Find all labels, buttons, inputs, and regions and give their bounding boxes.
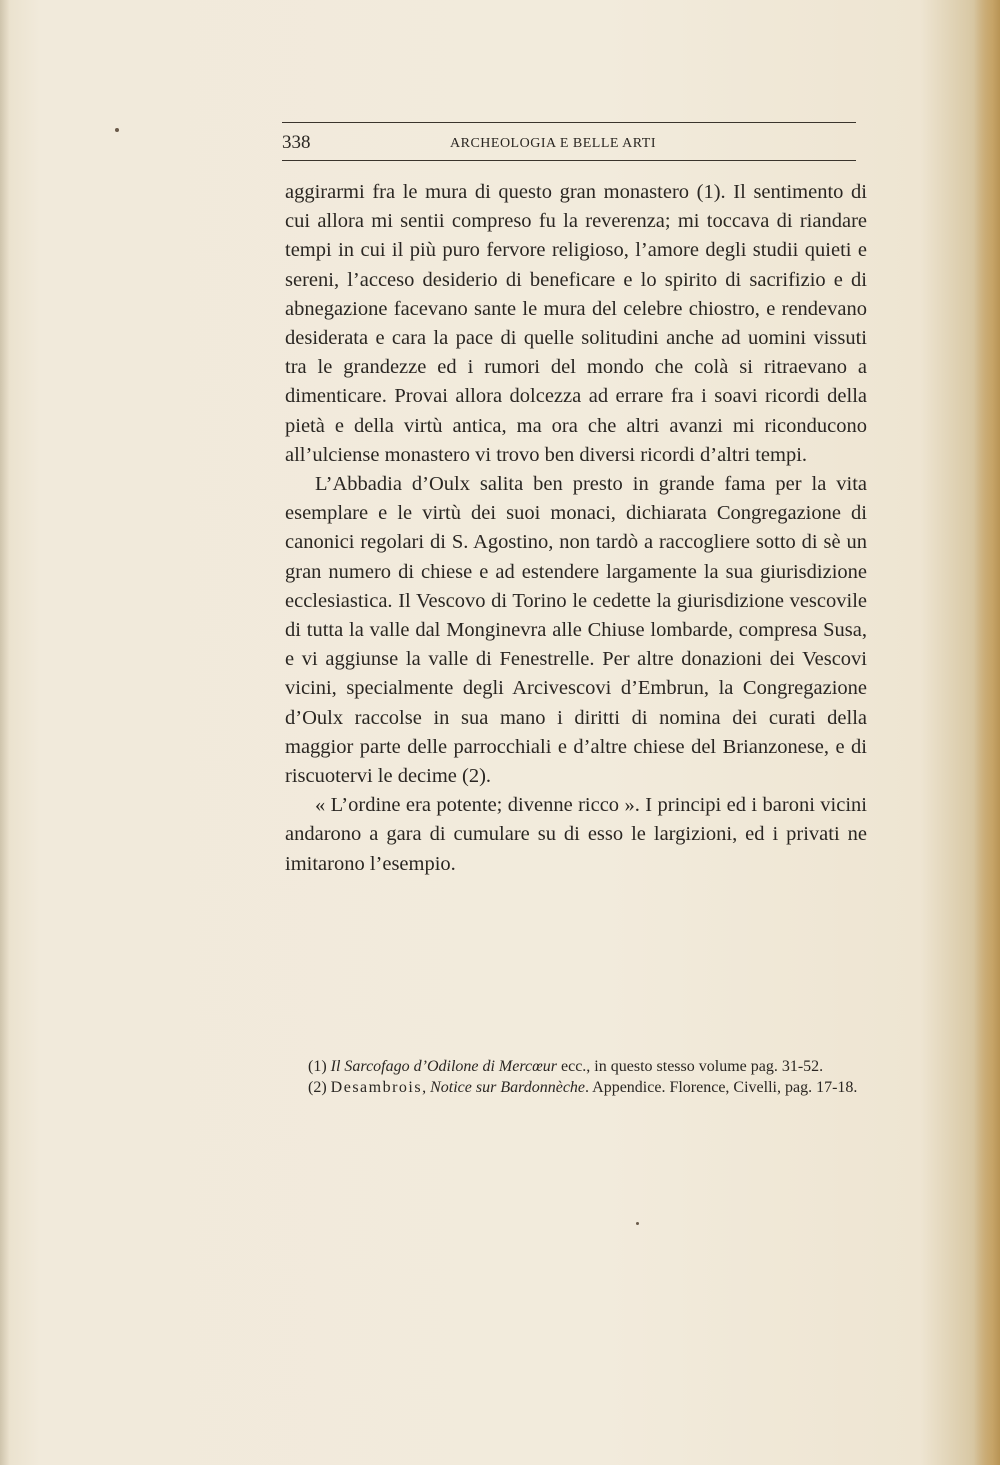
paragraph-2: L’Abbadia d’Oulx salita ben presto in grande fama per la vita esemplare e le virtù dei suoi monaci, dichiarata Congregazione di canonici regolari di S. Agostino, non tardò a raccogliere sotto di sè un gran numero di chiese e ad estendere largamente la sua giurisdizione ecclesiastica. Il Vescovo di Torino le cedette la giurisdizione vescovile di tutta la valle dal Monginevra alle Chiuse lombarde, compresa Susa, e vi aggiunse la valle di Fenestrelle. Per altre donazioni dei Vescovi vicini, specialmente degli Arcivescovi d’Embrun, la Congregazione d’Oulx raccolse in sua mano i diritti di nomina dei curati della maggior parte delle parrocchiali e d’altre chiese del Brianzonese, e di riscuotervi le decime (2). [285, 473, 867, 788]
paper-speck [636, 1222, 639, 1225]
page-number: 338 [282, 132, 311, 153]
page-right-edge-shadow [974, 0, 1000, 1465]
footnote-2-sep: , [422, 1079, 431, 1096]
footnote-1 [288, 1056, 868, 1077]
footnote-2-title: Notice sur Bardonnèche [430, 1079, 586, 1096]
paragraph-1: aggirarmi fra le mura di questo gran monastero (1). Il sentimento di cui allora mi sentii compreso fu la reverenza; mi toccava di riandare tempi in cui il più puro fervore religioso, l’amore degli studii quieti e sereni, l’acceso desiderio di beneficare e lo spirito di sacrifizio e di abnegazione facevano sante le mura del celebre chiostro, e rendevano desiderata e cara la pace di quelle solitudini anche ad uomini vissuti tra le grandezze ed i rumori del mondo che colà si ritraevano a dimenticare. Provai allora dolcezza ad errare fra i soavi ricordi della pietà e della virtù antica, ma ora che altri avanzi mi riconducono all’ulciense monastero vi trovo ben diversi ricordi d’altri tempi. [285, 181, 867, 466]
footnote-2-author: Desambrois [330, 1079, 423, 1096]
paper-speck [115, 128, 119, 132]
footnote-2-rest: . Appendice. Florence, Civelli, pag. 17-18. [585, 1079, 858, 1096]
paragraph-3: « L’ordine era potente; divenne ricco ». I principi ed i baroni vicini andarono a gara di cumulare su di esso le largizioni, ed i privati ne imitarono l’esempio. [285, 794, 867, 875]
footnote-2-marker: (2) [308, 1079, 327, 1096]
footnote-1-title: Il Sarcofago d’Odilone di Mercœur [330, 1058, 557, 1075]
header-rule-top [282, 122, 856, 123]
running-title: ARCHEOLOGIA E BELLE ARTI [450, 136, 656, 151]
footnote-2 [288, 1077, 868, 1098]
header-rule-bottom [282, 160, 856, 161]
footnotes [288, 1056, 868, 1098]
running-head [282, 132, 856, 158]
footnote-1-rest: ecc., in questo stesso volume pag. 31-52. [557, 1058, 824, 1075]
footnote-1-marker: (1) [308, 1058, 327, 1075]
main-text [285, 178, 867, 879]
page-left-edge [0, 0, 10, 1465]
